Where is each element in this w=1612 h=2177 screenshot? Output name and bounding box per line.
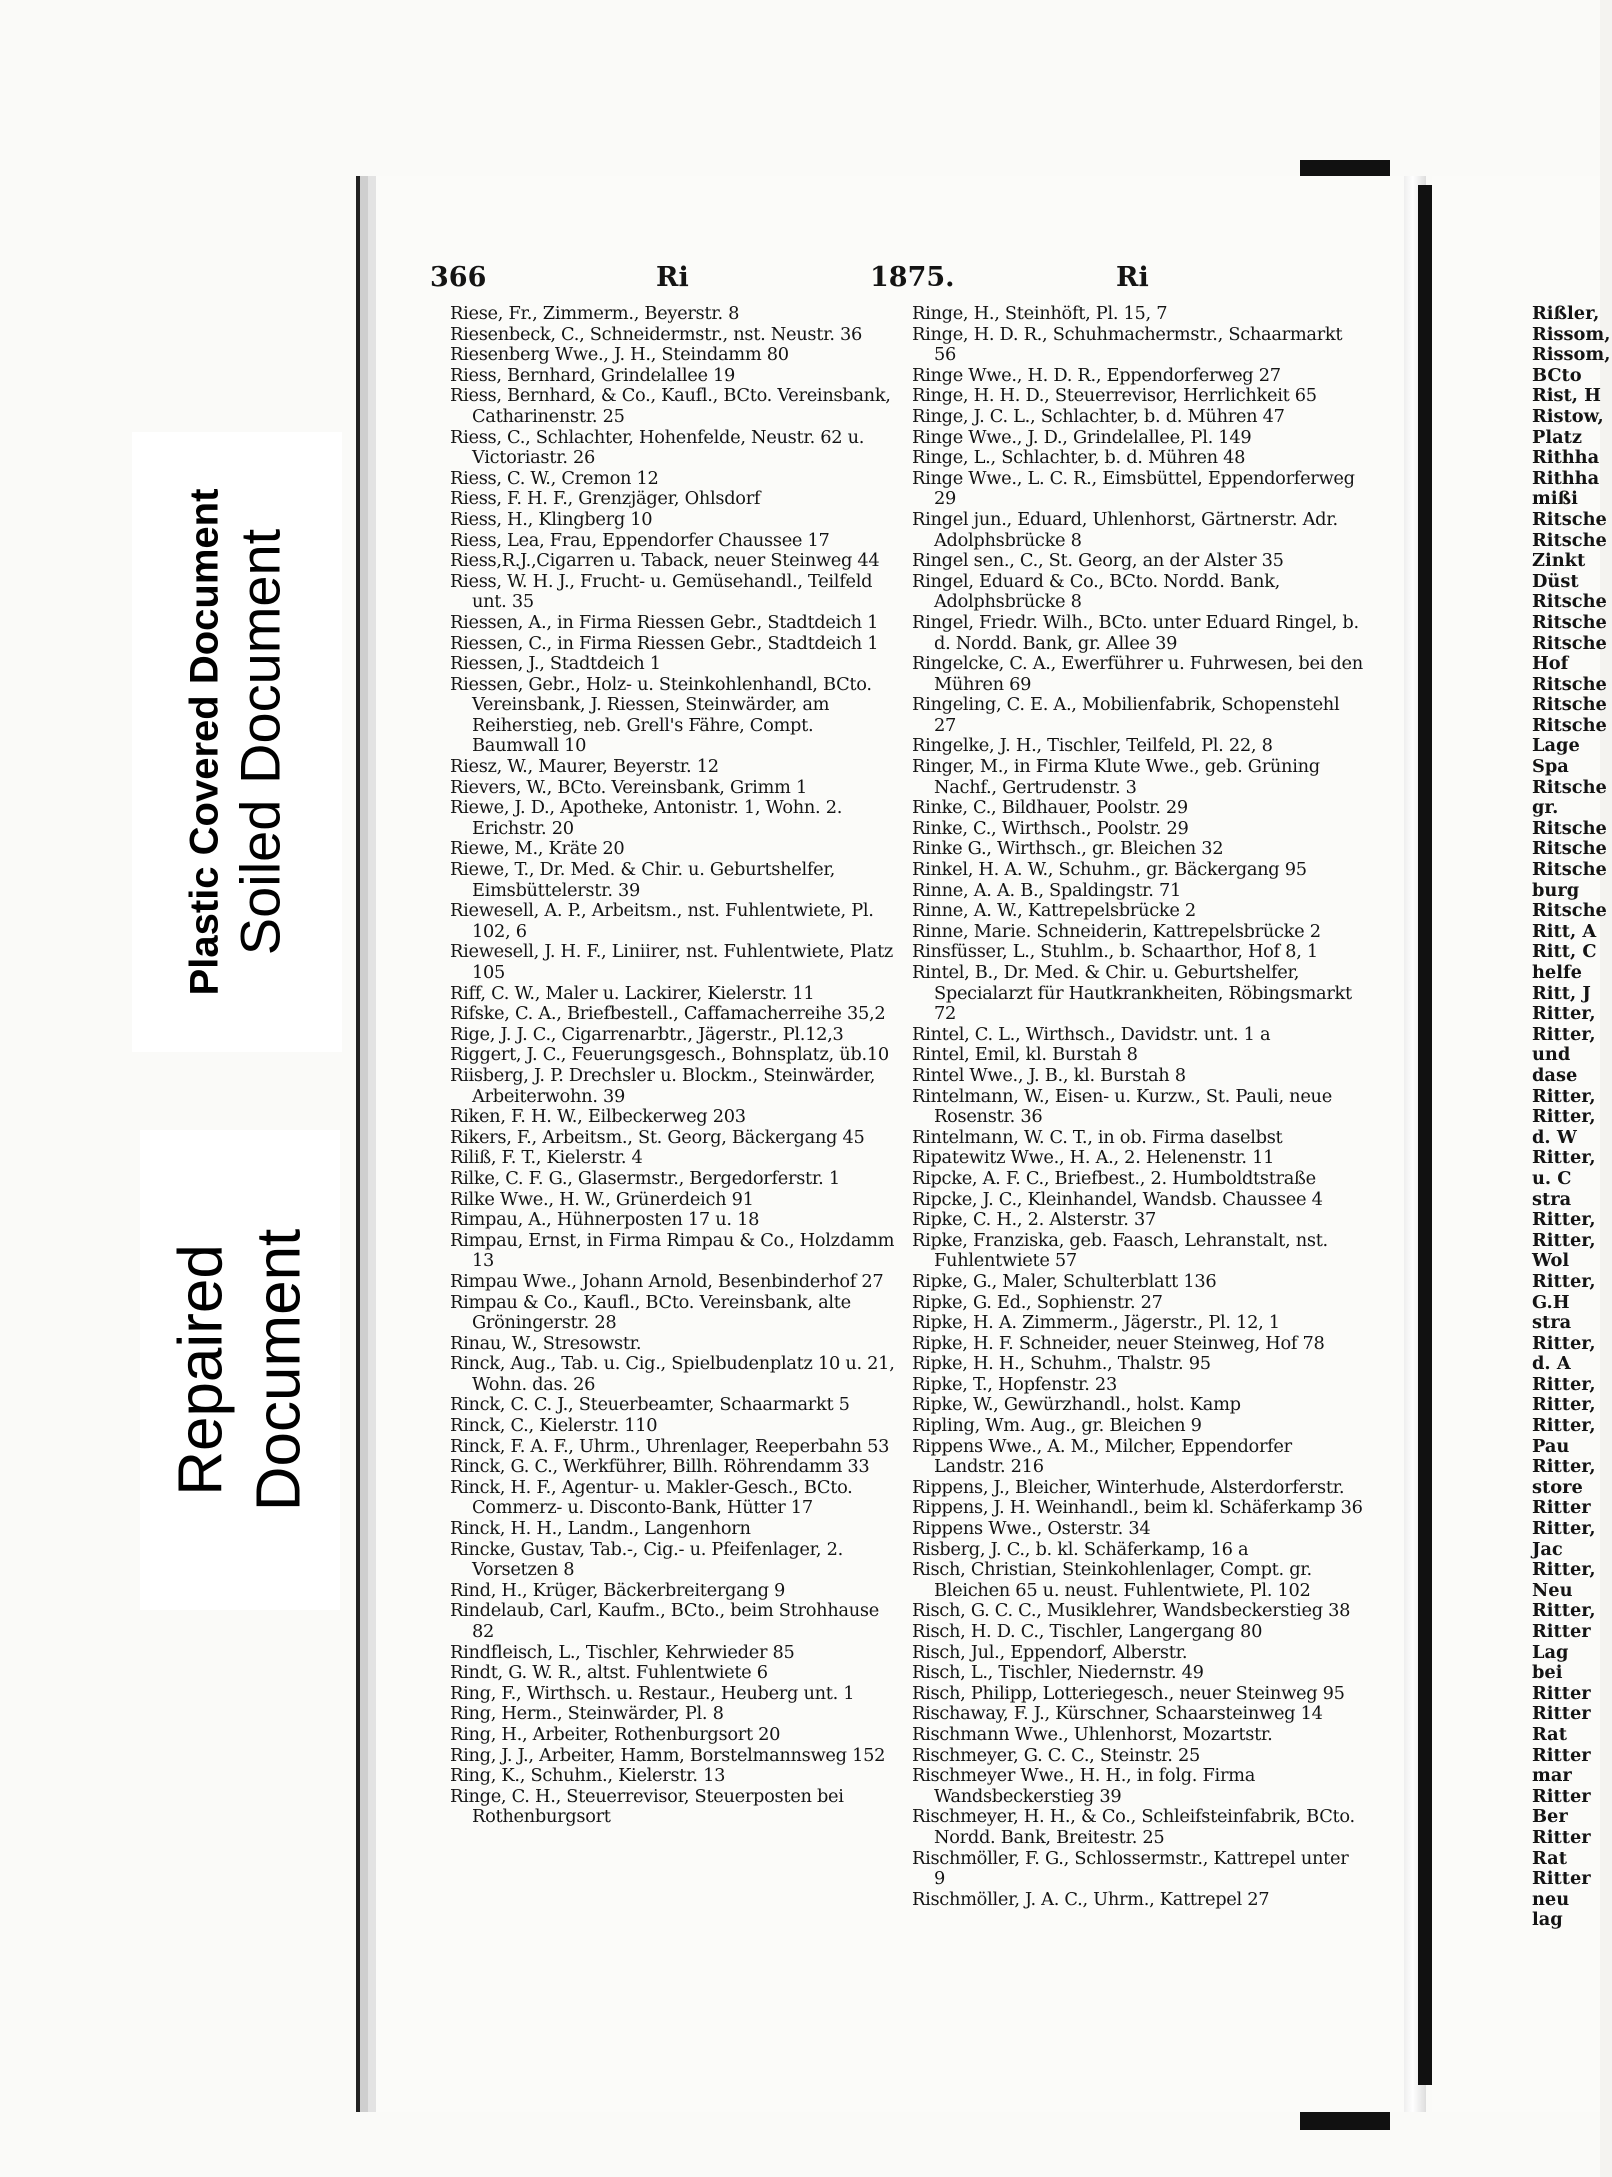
facing-page-fragment: Ritt, A xyxy=(1532,920,1597,942)
facing-page-fragment: G.H xyxy=(1532,1291,1570,1313)
directory-entry: Rilke Wwe., H. W., Grünerdeich 91 xyxy=(450,1188,754,1210)
directory-entry: Ripatewitz Wwe., H. A., 2. Helenenstr. 11 xyxy=(912,1147,1275,1169)
directory-entry: Rischmann Wwe., Uhlenhorst, Mozartstr. xyxy=(912,1723,1273,1745)
facing-page-fragment: u. C xyxy=(1532,1167,1572,1189)
directory-entry: Ringe, H., Steinhöft, Pl. 15, 7 xyxy=(912,303,1168,324)
directory-entry: Riliß, F. T., Kielerstr. 4 xyxy=(450,1147,643,1169)
facing-page-fragment: store xyxy=(1532,1476,1583,1498)
directory-entry: Riesenberg Wwe., J. H., Steindamm 80 xyxy=(450,344,789,366)
facing-page-fragment: Ritter, xyxy=(1532,1209,1596,1231)
directory-entry: Riese, Fr., Zimmerm., Beyerstr. 8 xyxy=(450,303,740,324)
facing-page-fragment: Ritsche xyxy=(1532,776,1607,798)
facing-page-fragment: Ritter, xyxy=(1532,1518,1596,1540)
facing-page-fragment: Ritter xyxy=(1532,1826,1591,1848)
directory-entry: Ringel, Friedr. Wilh., BCto. unter Eduard Ringel, b. d. Nordd. Bank, gr. Allee 39 xyxy=(912,611,1359,654)
label-document: Document xyxy=(244,1228,314,1512)
directory-entry: Rinck, H. F., Agentur- u. Makler-Gesch., BCto. Commerz- u. Disconto-Bank, Hütter 17 xyxy=(450,1476,853,1519)
facing-page-fragment: Neu xyxy=(1532,1579,1573,1601)
facing-page-fragment: neu xyxy=(1532,1888,1570,1910)
facing-page-fragment: Ritter, xyxy=(1532,1003,1596,1025)
directory-entry: Risch, G. C. C., Musiklehrer, Wandsbeckerstieg 38 xyxy=(912,1600,1351,1622)
facing-page-fragment: Ritter, xyxy=(1532,1394,1596,1416)
facing-page-fragment: Ritter xyxy=(1532,1703,1591,1725)
directory-entry: Risch, Christian, Steinkohlenlager, Compt. gr. Bleichen 65 u. neust. Fuhlentwiete, Pl. 102 xyxy=(912,1559,1312,1601)
directory-entry: Riess, Lea, Frau, Eppendorfer Chaussee 17 xyxy=(450,529,830,551)
directory-entry: Ripke, W., Gewürzhandl., holst. Kamp xyxy=(912,1394,1241,1416)
facing-page-fragment: Ritter, xyxy=(1532,1559,1596,1581)
directory-entry: Riewe, M., Kräte 20 xyxy=(450,838,625,860)
directory-entry: Rintelmann, W. C. T., in ob. Firma daselbst xyxy=(912,1126,1283,1148)
facing-page-fragment: Ritter, xyxy=(1532,1085,1596,1107)
facing-page-fragment: Ritter, xyxy=(1532,1106,1596,1128)
facing-page-fragment: Platz xyxy=(1532,426,1582,448)
directory-entry: Riesenbeck, C., Schneidermstr., nst. Neustr. 36 xyxy=(450,323,863,345)
year-heading: 1875. xyxy=(870,262,955,293)
directory-entry: Rinke, C., Wirthsch., Poolstr. 29 xyxy=(912,817,1189,839)
facing-page-column xyxy=(1532,304,1612,1931)
directory-entry: Ringelke, J. H., Tischler, Teilfeld, Pl. 22, 8 xyxy=(912,735,1273,757)
label-repaired: Repaired xyxy=(166,1244,236,1496)
directory-entry: Ring, J. J., Arbeiter, Hamm, Borstelmannsweg 152 xyxy=(450,1744,886,1766)
facing-page-fragment: Lage xyxy=(1532,735,1580,757)
directory-entry: Ripke, Franziska, geb. Faasch, Lehranstalt, nst. Fuhlentwiete 57 xyxy=(912,1229,1328,1272)
directory-entry: Ripke, H. H., Schuhm., Thalstr. 95 xyxy=(912,1353,1211,1375)
facing-page-fragment: stra xyxy=(1532,1312,1572,1334)
gutter-shadow xyxy=(1418,185,1432,2085)
directory-entry: Ringe Wwe., J. D., Grindelallee, Pl. 149 xyxy=(912,426,1252,448)
directory-entry: Rischmeyer Wwe., H. H., in folg. Firma Wandsbeckerstieg 39 xyxy=(912,1765,1256,1807)
directory-entry: Ringeling, C. E. A., Mobilienfabrik, Schopenstehl 27 xyxy=(912,694,1340,736)
right-column xyxy=(912,304,1364,1910)
facing-page-fragment: Ritter, xyxy=(1532,1270,1596,1292)
directory-entry: Ringe, L., Schlachter, b. d. Mühren 48 xyxy=(912,447,1246,469)
facing-page-fragment: Hof xyxy=(1532,653,1569,675)
facing-page-fragment: Pau xyxy=(1532,1435,1570,1457)
facing-page-fragment: Ritter xyxy=(1532,1497,1591,1519)
directory-entry: Riggert, J. C., Feuerungsgesch., Bohnsplatz, üb.10 xyxy=(450,1044,889,1066)
facing-page-fragment: Rat xyxy=(1532,1723,1567,1745)
directory-entry: Rievers, W., BCto. Vereinsbank, Grimm 1 xyxy=(450,776,807,798)
left-column xyxy=(450,304,902,1828)
directory-entry: Ringe, C. H., Steuerrevisor, Steuerposten bei Rothenburgsort xyxy=(450,1785,844,1828)
facing-page-fragment: Ritt, C xyxy=(1532,941,1597,963)
directory-entry: Rind, H., Krüger, Bäckerbreitergang 9 xyxy=(450,1579,786,1601)
facing-page-fragment: Lag xyxy=(1532,1641,1569,1663)
directory-entry: Rinck, Aug., Tab. u. Cig., Spielbudenplatz 10 u. 21, Wohn. das. 26 xyxy=(450,1353,895,1395)
directory-entry: Rindfleisch, L., Tischler, Kehrwieder 85 xyxy=(450,1641,795,1663)
facing-page-fragment: Ritter xyxy=(1532,1682,1591,1704)
directory-entry: Riess,R.J.,Cigarren u. Taback, neuer Steinweg 44 xyxy=(450,550,880,572)
directory-entry: Riisberg, J. P. Drechsler u. Blockm., Steinwärder, Arbeiterwohn. 39 xyxy=(450,1064,876,1107)
directory-entry: Riess, F. H. F., Grenzjäger, Ohlsdorf xyxy=(450,488,761,510)
directory-entry: Ring, K., Schuhm., Kielerstr. 13 xyxy=(450,1765,726,1787)
directory-entry: Rinck, H. H., Landm., Langenhorn xyxy=(450,1518,751,1540)
facing-page-fragment: lag xyxy=(1532,1909,1563,1931)
directory-entry: Rinck, C., Kielerstr. 110 xyxy=(450,1415,658,1437)
directory-entry: Rinck, C. C. J., Steuerbeamter, Schaarmarkt 5 xyxy=(450,1394,850,1416)
directory-entry: Rimpau & Co., Kaufl., BCto. Vereinsbank, alte Gröningerstr. 28 xyxy=(450,1291,851,1334)
facing-page-fragment: Ritsche xyxy=(1532,714,1607,736)
facing-page-fragment: helfe xyxy=(1532,962,1582,983)
directory-entry: Rinne, A. A. B., Spaldingstr. 71 xyxy=(912,879,1182,901)
facing-page-fragment: Ritsche xyxy=(1532,859,1607,881)
facing-page-fragment: stra xyxy=(1532,1188,1572,1210)
directory-entry: Riess, W. H. J., Frucht- u. Gemüsehandl., Teilfeld unt. 35 xyxy=(450,570,873,613)
directory-entry: Riess, Bernhard, & Co., Kaufl., BCto. Vereinsbank, Catharinenstr. 25 xyxy=(450,385,891,427)
label-plastic-covered: Plastic Covered Document xyxy=(182,488,227,996)
directory-entry: Rimpau, A., Hühnerposten 17 u. 18 xyxy=(450,1209,760,1231)
directory-entry: Riewesell, A. P., Arbeitsm., nst. Fuhlentwiete, Pl. 102, 6 xyxy=(450,900,874,942)
directory-entry: Risberg, J. C., b. kl. Schäferkamp, 16 a xyxy=(912,1538,1249,1560)
facing-page-fragment: Ritsche xyxy=(1532,529,1607,551)
directory-entry: Ringe, H. H. D., Steuerrevisor, Herrlichkeit 65 xyxy=(912,385,1317,407)
directory-entry: Riessen, Gebr., Holz- u. Steinkohlenhandl, BCto. Vereinsbank, J. Riessen, Steinwärder, am Reiherstieg, neb. Grell's Fähre, Compt. Baumwall 10 xyxy=(450,673,872,757)
condition-label-repaired xyxy=(140,1130,340,1610)
directory-entry: Ringe, H. D. R., Schuhmachermstr., Schaarmarkt 56 xyxy=(912,323,1343,366)
directory-entry: Ring, F., Wirthsch. u. Restaur., Heuberg unt. 1 xyxy=(450,1682,855,1704)
facing-page-fragment: Ritsche xyxy=(1532,694,1607,716)
directory-entry: Rintelmann, W., Eisen- u. Kurzw., St. Pauli, neue Rosenstr. 36 xyxy=(912,1085,1332,1128)
directory-entry: Rippens, J. H. Weinhandl., beim kl. Schäferkamp 36 xyxy=(912,1497,1363,1519)
directory-entry: Riessen, C., in Firma Riessen Gebr., Stadtdeich 1 xyxy=(450,632,879,654)
facing-page-fragment: mar xyxy=(1532,1765,1572,1787)
directory-entry: Ripke, C. H., 2. Alsterstr. 37 xyxy=(912,1209,1156,1231)
directory-entry: Ringe Wwe., H. D. R., Eppendorferweg 27 xyxy=(912,364,1281,386)
directory-entry: Rischmöller, J. A. C., Uhrm., Kattrepel 27 xyxy=(912,1888,1270,1910)
page-header xyxy=(430,262,1360,296)
directory-entry: Ringe Wwe., L. C. R., Eimsbüttel, Eppendorferweg 29 xyxy=(912,467,1355,510)
directory-entry: Rinau, W., Stresowstr. xyxy=(450,1332,642,1354)
facing-page-fragment: bei xyxy=(1532,1662,1563,1684)
directory-entry: Rintel, B., Dr. Med. & Chir. u. Geburtshelfer, Specialarzt für Hautkrankheiten, Röbingsmarkt 72 xyxy=(912,962,1352,1025)
directory-entry: Riesz, W., Maurer, Beyerstr. 12 xyxy=(450,756,719,778)
facing-page-fragment: Ritter, xyxy=(1532,1332,1596,1354)
directory-entry: Riewe, J. D., Apotheke, Antonistr. 1, Wohn. 2. Erichstr. 20 xyxy=(450,797,843,839)
directory-entry: Ringel sen., C., St. Georg, an der Alster 35 xyxy=(912,550,1284,572)
directory-entry: Ringer, M., in Firma Klute Wwe., geb. Grüning Nachf., Gertrudenstr. 3 xyxy=(912,756,1320,798)
directory-entry: Ripke, T., Hopfenstr. 23 xyxy=(912,1373,1117,1395)
directory-entry: Rischmöller, F. G., Schlossermstr., Kattrepel unter 9 xyxy=(912,1847,1349,1890)
facing-page-fragment: Jac xyxy=(1532,1538,1563,1560)
directory-entry: Rintel, C. L., Wirthsch., Davidstr. unt. 1 a xyxy=(912,1023,1271,1045)
directory-entry: Rinne, Marie. Schneiderin, Kattrepelsbrücke 2 xyxy=(912,920,1321,942)
facing-page-fragment: Ber xyxy=(1532,1806,1568,1828)
right-running-head: Ri xyxy=(1116,262,1149,293)
directory-entry: Ripke, G., Maler, Schulterblatt 136 xyxy=(912,1270,1217,1292)
facing-page-fragment: BCto xyxy=(1532,364,1582,386)
facing-page-fragment: Ritter xyxy=(1532,1785,1591,1807)
facing-page-fragment: Ritt, J xyxy=(1532,982,1591,1004)
facing-page-fragment: Rist, H xyxy=(1532,385,1601,407)
directory-entry: Riess, H., Klingberg 10 xyxy=(450,508,653,530)
directory-entry: Rinne, A. W., Kattrepelsbrücke 2 xyxy=(912,900,1196,922)
directory-entry: Rippens Wwe., A. M., Milcher, Eppendorfer Landstr. 216 xyxy=(912,1435,1292,1478)
directory-entry: Riff, C. W., Maler u. Lackirer, Kielerstr. 11 xyxy=(450,982,815,1004)
directory-entry: Rincke, Gustav, Tab.-, Cig.- u. Pfeifenlager, 2. Vorsetzen 8 xyxy=(450,1538,843,1581)
facing-page-fragment: dase xyxy=(1532,1064,1578,1086)
facing-page-fragment: Rithha xyxy=(1532,467,1600,489)
facing-page-fragment: Ritsche xyxy=(1532,817,1607,839)
directory-entry: Riess, Bernhard, Grindelallee 19 xyxy=(450,364,736,386)
directory-entry: Ringe, J. C. L., Schlachter, b. d. Mühren 47 xyxy=(912,405,1285,427)
facing-page-fragment: Ritsche xyxy=(1532,673,1607,695)
facing-page-fragment: d. A xyxy=(1532,1353,1571,1375)
directory-entry: Rischaway, F. J., Kürschner, Schaarsteinweg 14 xyxy=(912,1703,1323,1725)
condition-label-plastic-soiled xyxy=(132,432,342,1052)
directory-entry: Rinck, G. C., Werkführer, Billh. Röhrendamm 33 xyxy=(450,1456,870,1478)
facing-page-fragment: Ritter, xyxy=(1532,1456,1596,1478)
facing-page-fragment: Rithha xyxy=(1532,447,1600,469)
directory-entry: Rinsfüsser, L., Stuhlm., b. Schaarthor, Hof 8, 1 xyxy=(912,941,1318,963)
directory-entry: Risch, Jul., Eppendorf, Alberstr. xyxy=(912,1641,1188,1663)
directory-entry: Ringel, Eduard & Co., BCto. Nordd. Bank, Adolphsbrücke 8 xyxy=(912,570,1281,613)
facing-page-fragment: Ritter, xyxy=(1532,1147,1596,1169)
directory-entry: Riken, F. H. W., Eilbeckerweg 203 xyxy=(450,1106,746,1128)
directory-entry: Risch, H. D. C., Tischler, Langergang 80 xyxy=(912,1621,1263,1642)
directory-entry: Ripling, Wm. Aug., gr. Bleichen 9 xyxy=(912,1415,1202,1437)
directory-entry: Riewesell, J. H. F., Liniirer, nst. Fuhlentwiete, Platz 105 xyxy=(450,941,893,983)
facing-page-fragment: Düst xyxy=(1532,570,1579,592)
facing-page-fragment: Zinkt xyxy=(1532,550,1586,572)
directory-entry: Risch, Philipp, Lotteriegesch., neuer Steinweg 95 xyxy=(912,1682,1345,1704)
facing-page-fragment: und xyxy=(1532,1044,1571,1066)
facing-page-fragment: Rißler, xyxy=(1532,303,1600,324)
directory-entry: Ripke, G. Ed., Sophienstr. 27 xyxy=(912,1291,1163,1313)
directory-entry: Rinkel, H. A. W., Schuhm., gr. Bäckergang 95 xyxy=(912,859,1307,881)
directory-entry: Ripcke, J. C., Kleinhandel, Wandsb. Chaussee 4 xyxy=(912,1188,1323,1210)
facing-page-fragment: Ritter, xyxy=(1532,1023,1596,1045)
directory-entry: Ripke, H. F. Schneider, neuer Steinweg, Hof 78 xyxy=(912,1332,1325,1354)
directory-entry: Ring, Herm., Steinwärder, Pl. 8 xyxy=(450,1703,724,1725)
directory-entry: Rinck, F. A. F., Uhrm., Uhrenlager, Reeperbahn 53 xyxy=(450,1435,890,1457)
facing-page-fragment: Spa xyxy=(1532,756,1569,778)
facing-page-fragment: Ritsche xyxy=(1532,900,1607,922)
directory-entry: Rinke G., Wirthsch., gr. Bleichen 32 xyxy=(912,838,1224,860)
directory-entry: Rimpau, Ernst, in Firma Rimpau & Co., Holzdamm 13 xyxy=(450,1229,895,1272)
directory-entry: Rippens, J., Bleicher, Winterhude, Alsterdorferstr. xyxy=(912,1476,1345,1498)
directory-entry: Rinke, C., Bildhauer, Poolstr. 29 xyxy=(912,797,1188,819)
facing-page-fragment: Ritter xyxy=(1532,1744,1591,1766)
directory-entry: Rilke, C. F. G., Glasermstr., Bergedorferstr. 1 xyxy=(450,1167,840,1189)
facing-page-fragment: Wol xyxy=(1532,1250,1570,1272)
directory-entry: Ringelcke, C. A., Ewerführer u. Fuhrwesen, bei den Mühren 69 xyxy=(912,653,1363,695)
directory-entry: Rige, J. J. C., Cigarrenarbtr., Jägerstr., Pl.12,3 xyxy=(450,1023,844,1045)
directory-entry: Rintel Wwe., J. B., kl. Burstah 8 xyxy=(912,1064,1186,1086)
directory-entry: Rippens Wwe., Osterstr. 34 xyxy=(912,1518,1151,1540)
directory-entry: Riess, C., Schlachter, Hohenfelde, Neustr. 62 u. Victoriastr. 26 xyxy=(450,426,865,469)
directory-entry: Riess, C. W., Cremon 12 xyxy=(450,467,659,489)
facing-page-fragment: Ritter, xyxy=(1532,1373,1596,1395)
facing-page-fragment: Ritsche xyxy=(1532,508,1607,530)
facing-page-fragment: Ritter xyxy=(1532,1621,1591,1642)
left-running-head: Ri xyxy=(656,262,689,293)
facing-page-fragment: burg xyxy=(1532,879,1580,901)
facing-page-fragment: gr. xyxy=(1532,797,1559,819)
directory-entry: Rintel, Emil, kl. Burstah 8 xyxy=(912,1044,1138,1066)
facing-page-fragment: Ritter, xyxy=(1532,1229,1596,1251)
facing-page-fragment: d. W xyxy=(1532,1126,1577,1148)
facing-page-fragment: Ristow, xyxy=(1532,405,1604,427)
directory-entry: Ring, H., Arbeiter, Rothenburgsort 20 xyxy=(450,1723,781,1745)
facing-page-fragment: Ritsche xyxy=(1532,632,1607,654)
directory-entry: Rifske, C. A., Briefbestell., Caffamacherreihe 35,2 xyxy=(450,1003,886,1025)
facing-page-fragment: Rissom, xyxy=(1532,344,1611,366)
directory-entry: Rischmeyer, H. H., & Co., Schleifsteinfabrik, BCto. Nordd. Bank, Breitestr. 25 xyxy=(912,1806,1355,1848)
directory-entry: Riessen, J., Stadtdeich 1 xyxy=(450,653,661,675)
directory-entry: Ripke, H. A. Zimmerm., Jägerstr., Pl. 12, 1 xyxy=(912,1312,1280,1334)
facing-page-fragment: Ritter, xyxy=(1532,1600,1596,1622)
directory-entry: Riewe, T., Dr. Med. & Chir. u. Geburtshelfer, Eimsbüttelerstr. 39 xyxy=(450,859,835,901)
facing-page-fragment: Ritsche xyxy=(1532,591,1607,613)
directory-entry: Rindelaub, Carl, Kaufm., BCto., beim Strohhause 82 xyxy=(450,1600,879,1642)
label-soiled: Soiled Document xyxy=(228,528,292,956)
facing-page-fragment: Rissom, xyxy=(1532,323,1611,345)
directory-entry: Ringel jun., Eduard, Uhlenhorst, Gärtnerstr. Adr. Adolphsbrücke 8 xyxy=(912,508,1338,551)
facing-page-fragment: Ritter xyxy=(1532,1868,1591,1890)
facing-page-fragment: Ritter, xyxy=(1532,1415,1596,1437)
directory-entry: Rischmeyer, G. C. C., Steinstr. 25 xyxy=(912,1744,1201,1766)
page-number: 366 xyxy=(430,262,487,293)
facing-page-fragment: Rat xyxy=(1532,1847,1567,1869)
facing-page-fragment: Ritsche xyxy=(1532,838,1607,860)
facing-page-fragment: Ritsche xyxy=(1532,611,1607,633)
facing-page-fragment: mißi xyxy=(1532,488,1578,510)
directory-entry: Risch, L., Tischler, Niedernstr. 49 xyxy=(912,1662,1204,1684)
directory-entry: Rikers, F., Arbeitsm., St. Georg, Bäckergang 45 xyxy=(450,1126,865,1148)
directory-entry: Rindt, G. W. R., altst. Fuhlentwiete 6 xyxy=(450,1662,768,1684)
directory-entry: Riessen, A., in Firma Riessen Gebr., Stadtdeich 1 xyxy=(450,611,879,633)
directory-entry: Ripcke, A. F. C., Briefbest., 2. Humboldtstraße xyxy=(912,1167,1316,1189)
directory-entry: Rimpau Wwe., Johann Arnold, Besenbinderhof 27 xyxy=(450,1270,884,1292)
